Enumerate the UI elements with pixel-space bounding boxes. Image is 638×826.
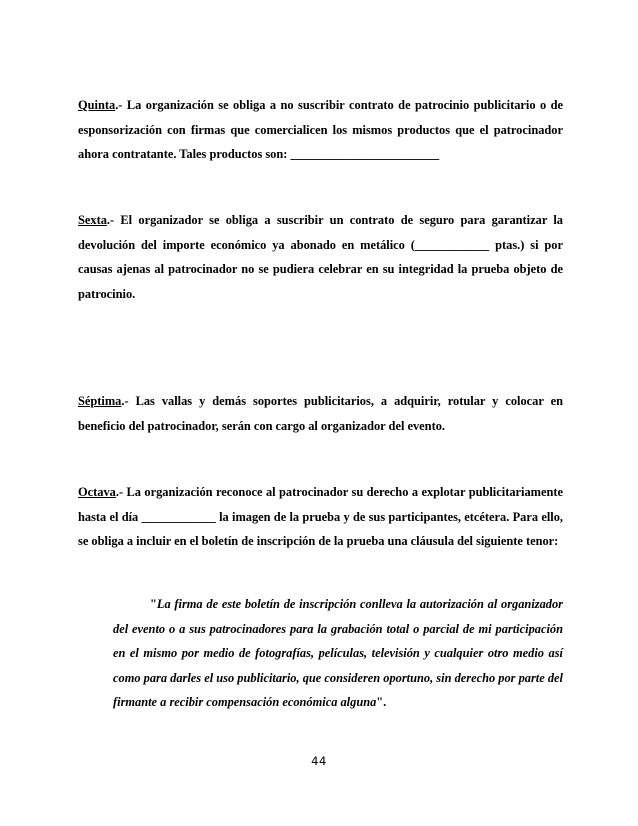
clause-quinta [78,93,563,167]
clause-body: .- La organización reconoce al patrocinador su derecho a explotar publicitariamente hasta el día ____________ la imagen de la prueba y de sus participantes, etcétera. Para ello, se obliga a incluir en el boletín de inscripción de la prueba una cláusula del siguiente tenor: [78,485,563,548]
page-number: 44 [311,754,327,768]
clause-title: Séptima [78,394,122,408]
quote-open-mark: " [150,597,157,611]
quote-text: La firma de este boletín de inscripción conlleva la autorización al organizador del evento o a sus patrocinadores para la grabación total o parcial de mi participación en el mismo por medio de fotografías, películas, televisión y cualquier otro medio así como para darles el uso publicitario, que consideren oportuno, sin derecho por parte del firmante a recibir compensación económica alguna [113,597,563,709]
clause-body: .- La organización se obliga a no suscribir contrato de patrocinio publicitario o de esponsorización con firmas que comercialicen los mismos productos que el patrocinador ahora contratante. Tales productos son: ________________________ [78,98,563,161]
clause-title: Sexta [78,213,107,227]
clause-septima [78,389,563,438]
clause-title: Octava [78,485,116,499]
clause-octava [78,480,563,554]
quoted-clause [113,592,563,715]
clause-body: .- El organizador se obliga a suscribir un contrato de seguro para garantizar la devolución del importe económico ya abonado en metálico (____________ ptas.) si por causas ajenas al patrocinador no se pudiera celebrar en su integridad la prueba objeto de patrocinio. [78,213,563,301]
clause-body: .- Las vallas y demás soportes publicitarios, a adquirir, rotular y colocar en beneficio del patrocinador, serán con cargo al organizador del evento. [78,394,563,433]
clause-title: Quinta [78,98,116,112]
quote-close-mark: ". [376,695,387,709]
clause-sexta [78,208,563,306]
